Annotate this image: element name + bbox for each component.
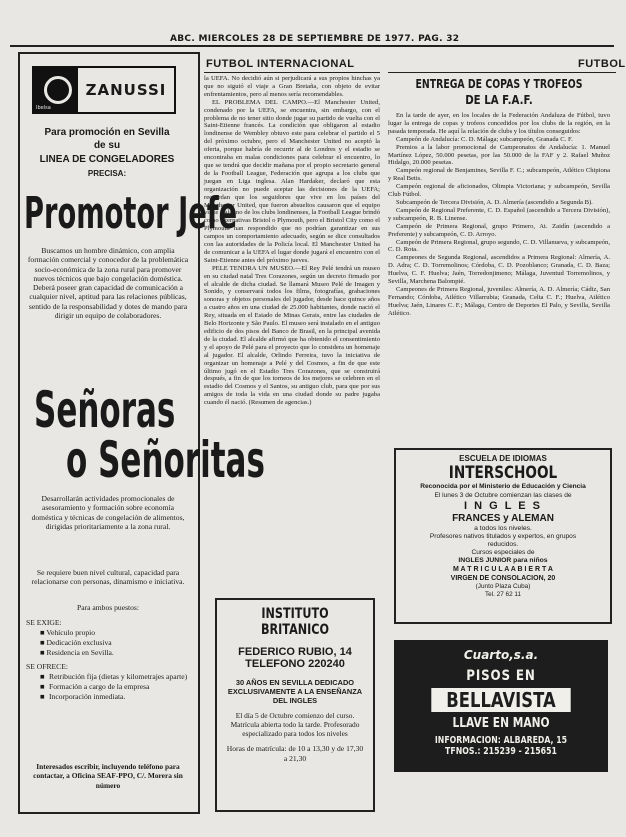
headline-senoritas: o Señoritas bbox=[66, 431, 265, 489]
body-requirements: Se requiere buen nivel cultural, capacidad para relacionarse con personas, dinamismo e iniciativa. bbox=[31, 568, 185, 587]
interschool-l13: (Junto Plaza Cuba) bbox=[475, 583, 531, 590]
article-paragraph: Campeón de Andalucía: C. D. Málaga; subcampeón, Granada C. F. bbox=[396, 135, 573, 143]
article-paragraph: Campeón de Regional Preferente, C. D. Español (ascendido a Tercera División), y subcampeón, R. B. Linense. bbox=[388, 206, 610, 222]
both-label: Para ambos puestos: bbox=[76, 603, 139, 612]
ad-intro bbox=[22, 126, 192, 181]
article-paragraph: Campeón regional de Benjamines, Sevilla F. C.; subcampeón, Atlético Chipiona y Real Betis. bbox=[388, 167, 610, 183]
exige-item: ■ Dedicación exclusiva bbox=[40, 638, 112, 647]
intro-line1: Para promoción en Sevilla bbox=[44, 127, 170, 138]
article-paragraph: EL PROBLEMA DEL CAMPO.—El Manchester United, condenado por la UEFA, se encuentra, sin embargo, con el problema de no tener sitio donde jugar su partido de vuelta con el Saint-Etienne francés. La condición que obligaron al estadio londinense de Wembley obtuvo este para celebrar el partido el 5 del próximo octubre, pero el Manchester United no aceptó la oferta, porque habría de recurrir al de Londres y el estadio se encontraba en malas condiciones para celebrar el encuentro, lo que se tendrá que decidir mañana por el propio secretario general de la Football League, Federación que agrupa a los clubs que juegan en Liga inglesa. Alan Hardaker, declaró que esta organización no puede aceptar las decisiones de la UEFA; recuerdan que los seguidores que vive en los países del Manchester United, que fueron absueltos causaron que el equipo visite a alguno de los clubs londinenses, la Football League brindó como alternativas Bristol o Plymouth, pero el Bristol City como el Plymouth han respondido que no podrían garantizar en sus campos un comportamiento adecuado, según se dice consultados con las autoridades de la Policía local. El Manchester United ha de comunicar a la UEFA el lugar donde jugará el encuentro con el Saint-Etienne antes del próximo jueves. bbox=[204, 98, 380, 264]
interschool-l10: INGLES JUNIOR para niños bbox=[458, 557, 548, 564]
article-paragraph: PELE TENDRA UN MUSEO.—El Rey Pelé tendrá un museo en su ciudad natal Tres Corazones, según un decreto firmado por el alcalde de dicha ciudad. Se llamará Museo Pelé de Imagen y Sonido, y conservará todos los films, fotografías, grabaciones sonoras y objetos personales del jugador, desde hace quince años a cuatro años en una ciudad de 25.000 habitantes, donde nació el Rey, situada en el Estado de Minas Gerais, entre las ciudades de Belo Horizonte y São Paulo. El museo será instalado en el antiguo edificio de dos pisos del Banco de Brasil, en la principal avenida de la ciudad. El alcalde afirmó que ha obtenido el consentimiento y el apoyo de Pelé para el proyecto que lo considera un homenaje al jugador. El alcalde, Orlindo Ferreira, tuvo la iniciativa de organizar un homenaje a Pelé y del Cosmos, a fin de que este último jugó en el Estadio Tres Corazones, que se construirá después, a fin de que los torneos de los mejores se celebren en el estadio del Cosmos y el Santos, su antiguo club, para que por sus amigos de toda la vida en una ciudad donde su padre jugaba cuando él nació. (Resumen de agencias.) bbox=[204, 264, 380, 407]
zanussi-logo bbox=[32, 66, 176, 114]
ofrece-label: SE OFRECE: bbox=[26, 662, 68, 671]
intro-line3: LINEA DE CONGELADORES bbox=[39, 154, 175, 165]
britanico-ad bbox=[215, 598, 375, 812]
exige-item: ■ Vehículo propio bbox=[40, 628, 96, 637]
ofrece-item: ■ Formación a cargo de la empresa bbox=[40, 682, 150, 691]
interschool-ingles: I N G L E S bbox=[463, 500, 543, 512]
zanussi-logo-mark: Ibelsa bbox=[34, 68, 78, 112]
intro-line2: de su bbox=[93, 140, 121, 151]
section-futbol: FUTBOL bbox=[578, 58, 626, 70]
cuarto-l5: TFNOS.: 215239 - 215651 bbox=[445, 746, 557, 757]
article-paragraph: Subcampeón de Tercera División, A. D. Almería (ascendido a Segunda B). bbox=[396, 198, 593, 206]
article-paragraph: Premios a la labor promocional de Campeonatos de Andalucía: 1. Manuel Martínez López, 50.000 pesetas, por las 50.000 de la FAF y 2. Rafael Muñoz Hidalgo, 20.000 pesetas. bbox=[388, 143, 610, 167]
ofrece-item: ■ Retribución fija (dietas y kilometrajes aparte) bbox=[40, 672, 188, 681]
entrega-headline bbox=[388, 76, 610, 108]
cuarto-l1: PISOS EN bbox=[466, 668, 536, 684]
interschool-l1: ESCUELA DE IDIOMAS bbox=[459, 454, 547, 463]
headline-senoras: Señoras bbox=[34, 381, 176, 439]
interschool-l11: M A T R I C U L A A B I E R T A bbox=[453, 566, 553, 573]
article-paragraph: En la tarde de ayer, en los locales de la Federación Andaluza de Fútbol, tuvo lugar la entrega de copas y trofeos concedidos por los clubs de la región, en la pasada temporada. He aquí la relación de clubs y los títulos conseguidos: bbox=[388, 112, 610, 135]
zanussi-brand: ZANUSSI bbox=[85, 81, 167, 99]
section-rule-right bbox=[388, 72, 616, 73]
headline-promotor: Promotor Jefe bbox=[24, 188, 238, 239]
cuarto-ad bbox=[394, 640, 608, 772]
interschool-l3: Reconocida por el Ministerio de Educación y Ciencia bbox=[420, 483, 586, 490]
column-3-text bbox=[388, 112, 610, 430]
interschool-l4: El lunes 3 de Octubre comienzan las clases de bbox=[434, 492, 572, 499]
britanico-address: FEDERICO RUBIO, 14 bbox=[238, 646, 352, 658]
page-header: ABC. MIERCOLES 28 DE SEPTIEMBRE DE 1977. PAG. 32 bbox=[170, 34, 460, 44]
article-paragraph: Campeón regional de aficionados, Olimpia Victoriana; y subcampeón, Sevilla Club Fútbol. bbox=[388, 183, 610, 199]
interschool-l14: Tel. 27 62 11 bbox=[484, 591, 522, 598]
article-paragraph: Campeones de Segunda Regional, ascendidos a Primera Regional: Almería, A. D. Adra; C. D. Torremolinos; Córdoba, C. D. Pozoblanco; Granada, C. D. Baza; Huelva, C. F. Huelva; Jaén, Torredonjimeno; Málaga, Juventud Torremolinos, y Sevilla, Marchena Balompié. bbox=[388, 254, 610, 286]
body-promotor: Buscamos un hombre dinámico, con amplia formación comercial y conocedor de la problemática socio-económica de la zona rural para promover nuevos técnicos que bajo congelación doméstica. Deberá poseer gran capacidad de comunicación a cualquier nivel, aptitud para las relaciones públicas, sentido de la responsabilidad y dotes de mando para dirigir un equipo de colaboradores. bbox=[27, 246, 189, 321]
cuarto-brand: Cuarto,s.a. bbox=[463, 648, 539, 662]
contact-info: Interesados escribir, incluyendo teléfono para contactar, a Oficina SEAF-PPO, C/. Morera sin número bbox=[33, 762, 183, 790]
article-paragraph: Campeón de Primera Regional, grupo segundo, C. D. Villanueva, y subcampeón, C. D. Rota. bbox=[388, 238, 610, 254]
article-paragraph: la UEFA. No decidió aún si perjudicará a sus propios hinchas ya que no siguió el viaje a Gran Bretaña, con objeto de evitar enfrentamientos, pero al menos sería recomendables. bbox=[204, 75, 380, 98]
ofrece-item: ■ Incorporación inmediata. bbox=[40, 692, 126, 701]
body-senoras: Desarrollarán actividades promocionales de asesoramiento y formación sobre economía doméstica y técnicas de congelación de alimentos, dirigidas prioritariamente a la zona rural. bbox=[31, 494, 185, 531]
britanico-title: INSTITUTO BRITANICO bbox=[260, 606, 330, 638]
cuarto-l3: LLAVE EN MANO bbox=[452, 716, 550, 731]
cuarto-bellavista: BELLAVISTA bbox=[431, 688, 570, 712]
interschool-ad bbox=[394, 448, 612, 624]
interschool-l7: a todos los niveles. bbox=[474, 525, 532, 532]
interschool-l9: Cursos especiales de bbox=[471, 549, 535, 556]
entrega-headline-2: DE LA F.A.F. bbox=[465, 93, 533, 107]
column-2-text bbox=[204, 75, 380, 585]
britanico-tagline: 30 AÑOS EN SEVILLA DEDICADO EXCLUSIVAMENTE A LA ENSEÑANZA DEL INGLES bbox=[227, 678, 363, 705]
britanico-hours: Horas de matrícula: de 10 a 13,30 y de 17,30 a 21,30 bbox=[226, 744, 364, 763]
article-paragraph: Campeones de Primera Regional, juveniles: Almería, A. D. Almería; Cádiz, San Fernando; Córdoba, Atlético Villarrubia; Granada, Celta C. F.; Huelva, Atlético Huelva; Jaén, Linares C. F.; Málaga, Centro de Deportes El Palo, y Sevilla, Sevilla Atlético. bbox=[388, 285, 610, 317]
section-rule bbox=[204, 72, 380, 73]
article-paragraph: Campeón de Primera Regional, grupo Primero, At. Zaidín (ascendido a Preferente) y subcampeón, C. D. Arroyo. bbox=[388, 222, 610, 238]
interschool-languages: FRANCES y ALEMAN bbox=[452, 513, 554, 524]
cuarto-l4: INFORMACION: ALBAREDA, 15 bbox=[434, 735, 568, 746]
header-rule bbox=[10, 45, 614, 47]
ofrece-block bbox=[26, 662, 190, 702]
exige-block bbox=[26, 618, 190, 658]
exige-label: SE EXIGE: bbox=[26, 618, 62, 627]
interschool-l8: Profesores nativos titulados y expertos, en grupos reducidos. bbox=[429, 533, 577, 548]
interschool-l12: VIRGEN DE CONSOLACION, 20 bbox=[450, 575, 556, 582]
interschool-title: INTERSCHOOL bbox=[448, 463, 558, 483]
entrega-headline-1: ENTREGA DE COPAS Y TROFEOS bbox=[415, 77, 583, 91]
britanico-info: El día 5 de Octubre comienzo del curso. Matrícula abierta todo la tarde. Profesorado especializado para todos los niveles bbox=[230, 711, 360, 738]
section-futbol-internacional: FUTBOL INTERNACIONAL bbox=[206, 58, 355, 70]
intro-line4: PRECISA: bbox=[87, 169, 127, 178]
britanico-phone: TELEFONO 220240 bbox=[245, 658, 345, 670]
exige-item: ■ Residencia en Sevilla. bbox=[40, 648, 114, 657]
